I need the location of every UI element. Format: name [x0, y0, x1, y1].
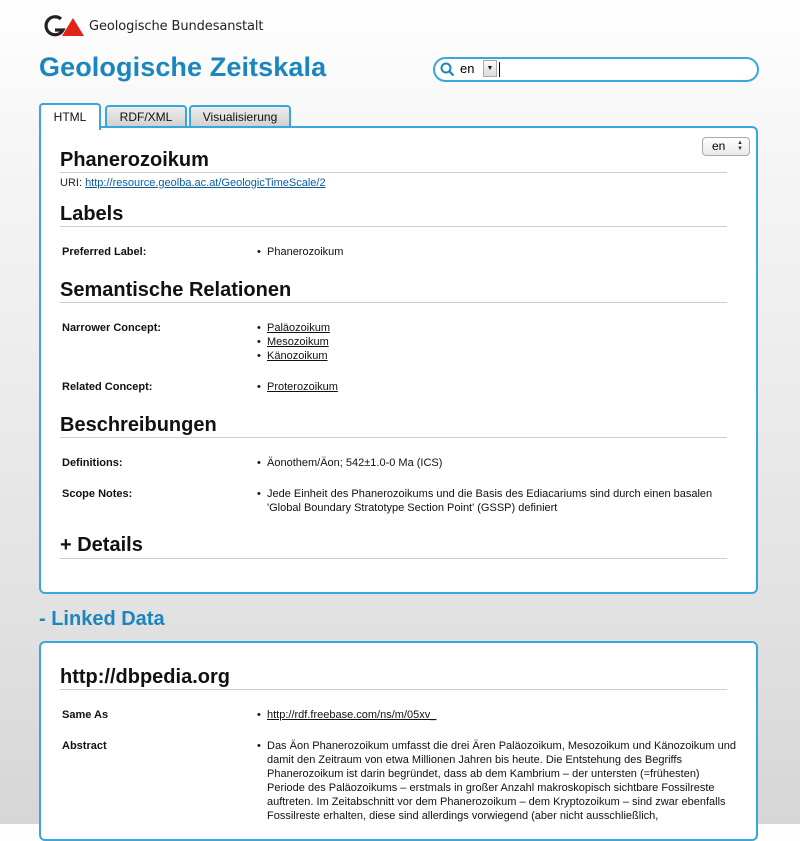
- page-title: Geologische Zeitskala: [39, 52, 327, 82]
- narrower-concept-key: Narrower Concept:: [62, 322, 162, 334]
- search-input[interactable]: [503, 60, 743, 78]
- uri-label: URI:: [60, 177, 82, 189]
- search-bar: [433, 57, 759, 82]
- search-language-select[interactable]: en: [457, 60, 474, 77]
- tab-visualisierung[interactable]: Visualisierung: [189, 105, 291, 128]
- text-cursor: [499, 62, 500, 77]
- list-item: • Jede Einheit des Phanerozoikums und die Basis des Ediacariums sind durch einen basalen 'Global Boundary Stratotype Section Point' (GSSP) definiert: [257, 487, 727, 515]
- preferred-label-values: [257, 245, 343, 259]
- abstract-values: [257, 739, 737, 823]
- scope-notes-values: [257, 487, 727, 515]
- divider: [60, 437, 727, 438]
- concept-uri-row: [60, 177, 326, 189]
- concept-uri-link[interactable]: http://resource.geolba.ac.at/GeologicTimeScale/2: [85, 177, 326, 189]
- labels-heading: Labels: [60, 203, 124, 225]
- search-icon[interactable]: [440, 62, 455, 77]
- concept-panel: [39, 126, 758, 594]
- details-toggle[interactable]: + Details: [60, 534, 143, 556]
- related-link-proterozoikum[interactable]: Proterozoikum: [267, 381, 338, 393]
- divider: [60, 172, 727, 173]
- descriptions-heading: Beschreibungen: [60, 414, 217, 436]
- same-as-values: [257, 708, 436, 722]
- definitions-key: Definitions:: [62, 457, 123, 469]
- same-as-link[interactable]: http://rdf.freebase.com/ns/m/05xv_: [267, 709, 437, 721]
- linked-data-toggle[interactable]: - Linked Data: [39, 608, 165, 630]
- preferred-label-key: Preferred Label:: [62, 246, 147, 258]
- divider: [60, 226, 727, 227]
- linked-data-panel: [39, 641, 758, 841]
- tab-html[interactable]: HTML: [39, 103, 101, 130]
- divider: [60, 689, 727, 690]
- updown-arrows-icon: ▲ ▼: [737, 140, 743, 152]
- divider: [60, 302, 727, 303]
- concept-title: Phanerozoikum: [60, 149, 209, 171]
- tab-rdf-xml[interactable]: RDF/XML: [105, 105, 187, 128]
- concept-language-select[interactable]: [702, 137, 750, 156]
- concept-language-value: en: [712, 139, 726, 153]
- narrower-link-mesozoikum[interactable]: Mesozoikum: [267, 336, 329, 348]
- linked-source-title: http://dbpedia.org: [60, 666, 230, 688]
- related-concept-values: [257, 380, 338, 394]
- chevron-down-icon[interactable]: ▼: [483, 60, 497, 77]
- narrower-link-kaenozoikum[interactable]: Känozoikum: [267, 350, 328, 362]
- divider: [60, 558, 727, 559]
- org-name: Geologische Bundesanstalt: [89, 18, 264, 34]
- gba-logo-icon: [42, 14, 86, 38]
- narrower-link-palaeozoikum[interactable]: Paläozoikum: [267, 322, 330, 334]
- scope-notes-key: Scope Notes:: [62, 488, 133, 500]
- definitions-values: [257, 456, 442, 470]
- gba-logo[interactable]: [42, 13, 263, 39]
- abstract-text: • Das Äon Phanerozoikum umfasst die drei Ären Paläozoikum, Mesozoikum und Känozoikum und damit den Zeitraum von etwa Millionen Jahren bis heute. Die Entstehung des Begriffs Phanerozoikum ist darin begründet, dass ab dem Kambrium – der untersten (=frühesten) Periode des Paläozoikums – erstmals in großer Anzahl makroskopisch sichtbare Fossilreste auftreten. Im Zeitabschnitt vor dem Phanerozoikum – dem Kryptozoikum – sind zwar ebenfalls Fossilreste erhalten, diese sind allerdings vorwiegend (aber nicht ausschließlich,: [257, 739, 737, 823]
- relations-heading: Semantische Relationen: [60, 279, 292, 301]
- same-as-key: Same As: [62, 709, 109, 721]
- narrower-concept-values: [257, 321, 330, 363]
- list-item: • Äonothem/Äon; 542±1.0-0 Ma (ICS): [257, 456, 442, 470]
- list-item: • Phanerozoikum: [257, 245, 343, 259]
- abstract-key: Abstract: [62, 740, 107, 752]
- related-concept-key: Related Concept:: [62, 381, 153, 393]
